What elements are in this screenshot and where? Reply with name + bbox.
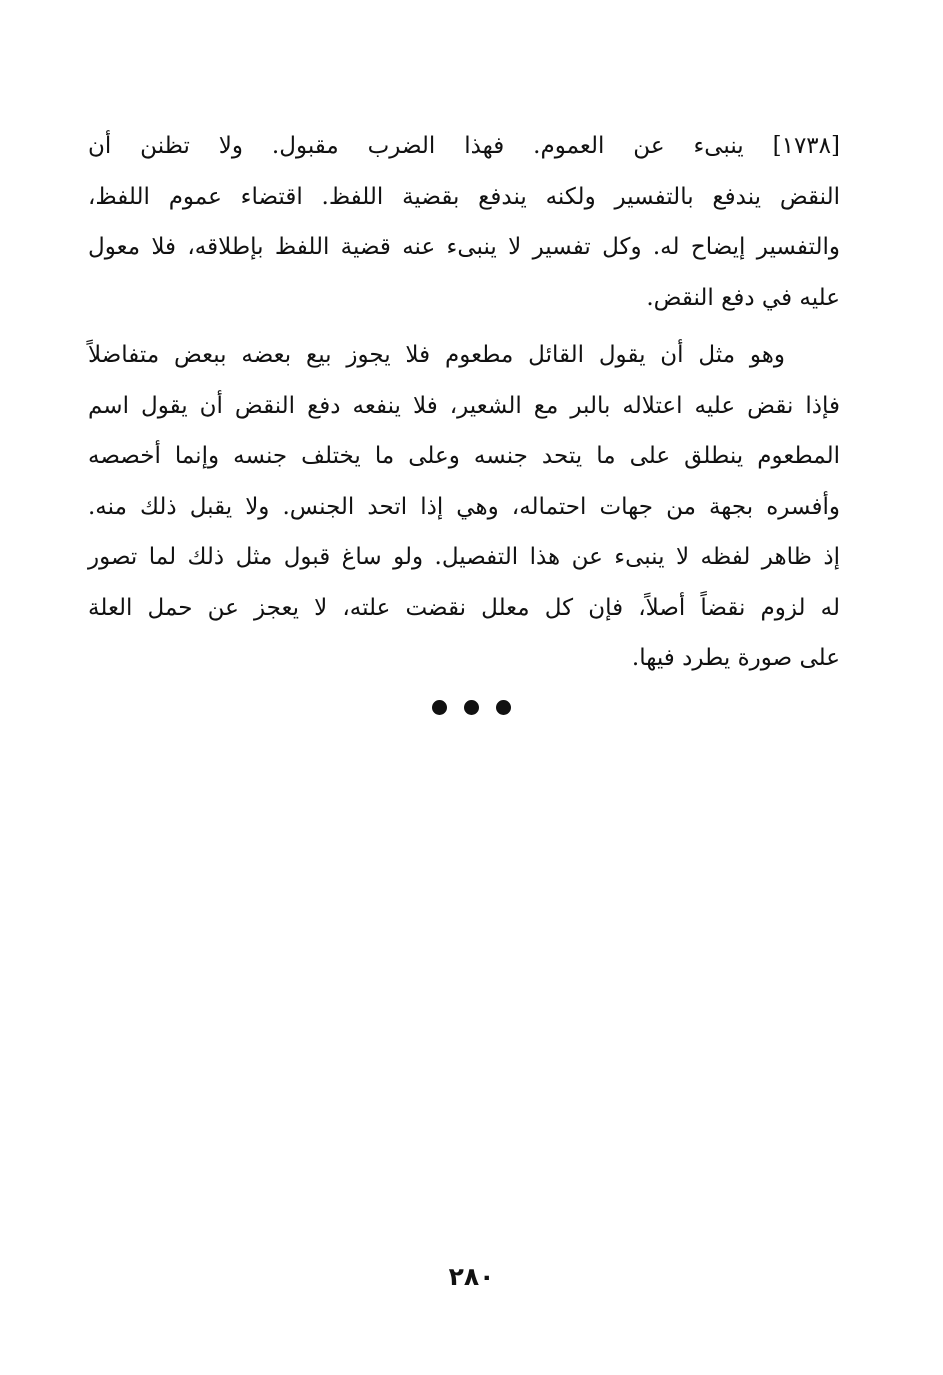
paragraph-1-line-3: والتفسير إيضاح له. وكل تفسير لا ينبىء عنه قضية اللفظ بإطلاقه، فلا معول bbox=[88, 234, 840, 260]
paragraph-1-line-2: النقض يندفع بالتفسير ولكنه يندفع بقضية اللفظ. اقتضاء عموم اللفظ، bbox=[88, 183, 840, 210]
paragraph-2-line-6: له لزوم نقضاً أصلاً، فإن كل معلل نقضت علته، لا يعجز عن حمل العلة bbox=[88, 594, 840, 621]
paragraph-2-line-4: وأفسره بجهة من جهات احتماله، وهي إذا اتحد الجنس. ولا يقبل ذلك منه. bbox=[88, 493, 840, 520]
paragraph-2-line-7: على صورة يطرد فيها. bbox=[631, 645, 840, 671]
paragraph-1-line-1: [١٧٣٨] ينبىء عن العموم. فهذا الضرب مقبول. ولا تظنن أن bbox=[88, 133, 840, 159]
page-number: ٢٨٠ bbox=[448, 1262, 495, 1291]
separator-dot bbox=[432, 700, 447, 715]
paragraph-2-line-5: إذ ظاهر لفظه لا ينبىء عن هذا التفصيل. ولو ساغ قبول مثل ذلك لما تصور bbox=[88, 544, 840, 570]
paragraph-1 bbox=[88, 121, 840, 323]
paragraph-2-line-1: وهو مثل أن يقول القائل مطعوم فلا يجوز بيع بعضه ببعض متفاضلاً bbox=[88, 342, 785, 368]
separator-dot bbox=[464, 700, 479, 715]
paragraph-2-line-3: المطعوم ينطلق على ما يتحد جنسه وعلى ما يختلف جنسه وإنما أخصصه bbox=[88, 443, 840, 469]
paragraph-1-line-4: عليه في دفع النقض. bbox=[646, 284, 840, 311]
section-separator bbox=[0, 700, 943, 719]
paragraph-2-line-2: فإذا نقض عليه اعتلاله بالبر مع الشعير، فلا ينفعه دفع النقض أن يقول اسم bbox=[88, 392, 840, 419]
paragraph-2 bbox=[88, 330, 840, 684]
separator-dot bbox=[496, 700, 511, 715]
